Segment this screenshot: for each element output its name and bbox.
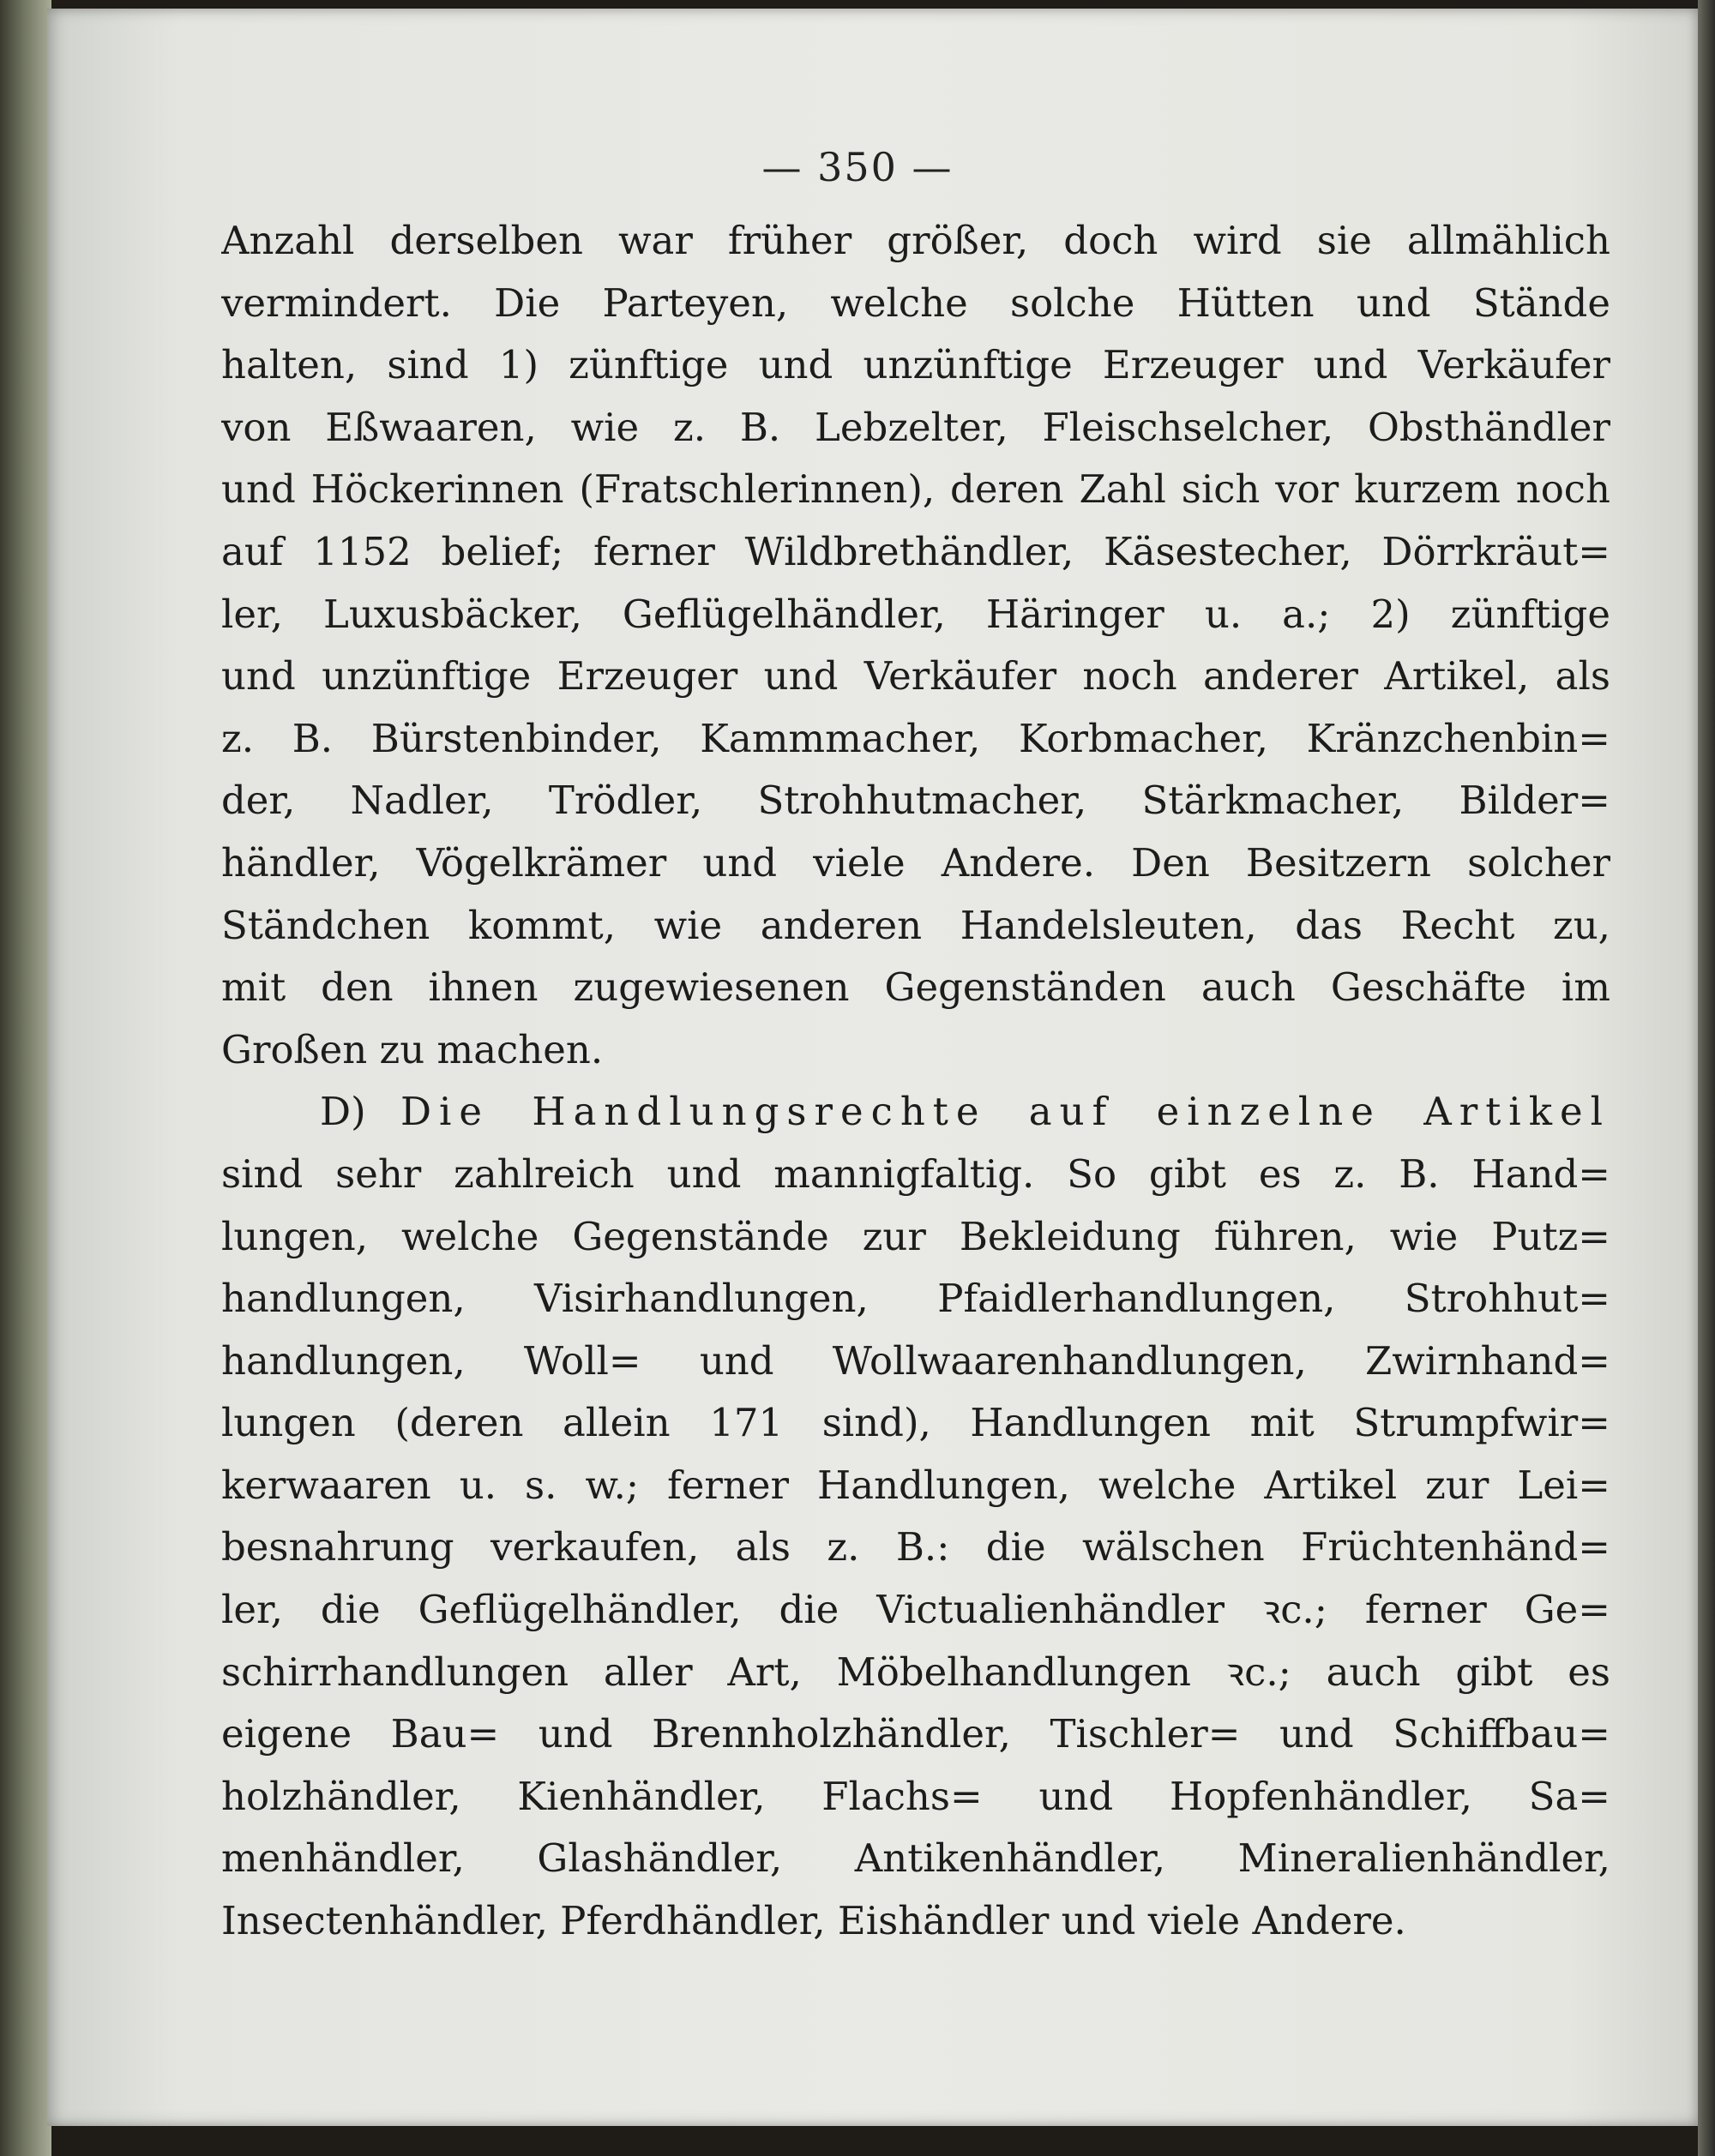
page-right-edge (1698, 0, 1715, 2156)
text-line: Insectenhändler, Pferdhändler, Eishändler und viele Andere. (221, 1898, 1406, 1944)
text-line: menhändler, Glashändler, Antikenhändler, Mineralienhändler, (221, 1835, 1610, 1882)
text-line: vermindert. Die Parteyen, welche solche Hütten und Stände (221, 279, 1610, 326)
text-line: der, Nadler, Trödler, Strohhutmacher, Stärkmacher, Bilder= (221, 778, 1610, 824)
text-line: auf 1152 belief; ferner Wildbrethändler, Käsestecher, Dörrkräut= (221, 528, 1610, 574)
text-line: handlungen, Visirhandlungen, Pfaidlerhandlungen, Strohhut= (221, 1276, 1610, 1322)
text-line: ler, die Geflügelhändler, die Victualienhändler ꝛc.; ferner Ge= (221, 1587, 1610, 1633)
text-line: sind sehr zahlreich und mannigfaltig. So gibt es z. B. Hand= (221, 1150, 1610, 1197)
text-line: z. B. Bürstenbinder, Kammmacher, Korbmacher, Kränzchenbin= (221, 715, 1610, 761)
section-marker: D) (320, 1089, 366, 1135)
text-line: mit den ihnen zugewiesenen Gegenständen auch Geschäfte im (221, 964, 1610, 1011)
page-number: — 350 — (761, 144, 954, 190)
text-line: lungen (deren allein 171 sind), Handlungen mit Strumpfwir= (221, 1400, 1610, 1446)
book-gutter (0, 0, 51, 2156)
text-line: schirrhandlungen aller Art, Möbelhandlungen ꝛc.; auch gibt es (221, 1649, 1610, 1695)
text-line: eigene Bau= und Brennholzhändler, Tischler= und Schiffbau= (221, 1711, 1610, 1757)
section-heading: Die Handlungsrechte auf einzelne Artikel (400, 1089, 1610, 1135)
text-line: und Höckerinnen (Fratschlerinnen), deren Zahl sich vor kurzem noch (221, 466, 1610, 513)
body-text (221, 210, 1610, 1953)
text-line: Ständchen kommt, wie anderen Handelsleuten, das Recht zu, (221, 902, 1610, 948)
text-line: händler, Vögelkrämer und viele Andere. Den Besitzern solcher (221, 839, 1610, 886)
text-line: von Eßwaaren, wie z. B. Lebzelter, Fleischselcher, Obsthändler (221, 404, 1610, 450)
text-line: holzhändler, Kienhändler, Flachs= und Hopfenhändler, Sa= (221, 1773, 1610, 1819)
section-d-heading-line (221, 1081, 1610, 1144)
text-line: besnahrung verkaufen, als z. B.: die wälschen Früchtenhänd= (221, 1524, 1610, 1570)
text-line: kerwaaren u. s. w.; ferner Handlungen, welche Artikel zur Lei= (221, 1462, 1610, 1508)
text-line: lungen, welche Gegenstände zur Bekleidung führen, wie Putz= (221, 1213, 1610, 1259)
text-line: Großen zu machen. (221, 1026, 604, 1072)
text-line: Anzahl derselben war früher größer, doch wird sie allmählich (221, 218, 1610, 263)
text-line: handlungen, Woll= und Wollwaarenhandlungen, Zwirnhand= (221, 1337, 1610, 1384)
text-line: halten, sind 1) zünftige und unzünftige Erzeuger und Verkäufer (221, 342, 1610, 388)
text-line: und unzünftige Erzeuger und Verkäufer noch anderer Artikel, als (221, 653, 1610, 700)
text-line: ler, Luxusbäcker, Geflügelhändler, Häringer u. a.; 2) zünftige (221, 591, 1610, 637)
